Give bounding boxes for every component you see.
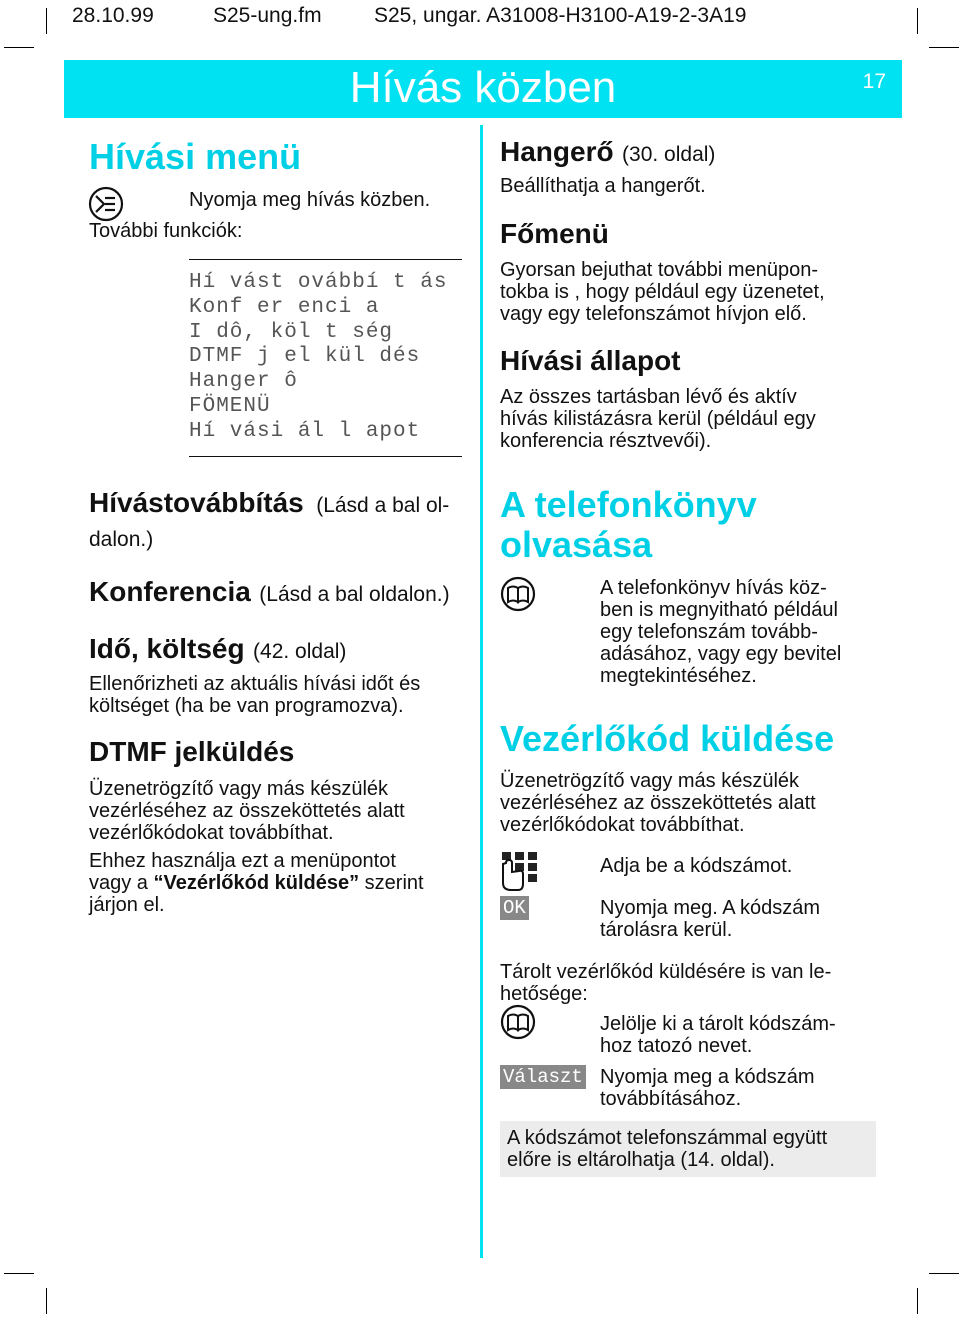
text-line: előre is eltárolhatja (14. oldal). [507,1149,775,1171]
phonebook-icon [500,576,536,612]
header-doc-id: S25, ungar. A31008-H3100-A19-2-3A19 [374,4,747,27]
forwarding-heading: Hívástovábbítás [89,487,304,518]
step-select-name [600,1013,836,1057]
dtmf-heading: DTMF jelküldés [89,736,295,767]
text-line [89,872,424,894]
crop-mark [46,1288,47,1314]
main-menu-body [500,259,825,325]
forwarding-ref: (Lásd a bal ol- [316,494,450,517]
text-line: hívás kilistázásra kerül (például egy [500,408,816,430]
conference-heading: Konferencia [89,576,251,607]
text-line: tárolásra kerül. [600,919,733,941]
column-divider [480,125,483,1258]
header-file: S25-ung.fm [213,4,322,27]
crop-mark [4,47,34,48]
tip-note-text [507,1127,827,1171]
heading-line: olvasása [500,524,653,565]
text-line: vezérléséhez az összeköttetés alatt [500,792,816,814]
menu-item-dtmf: DTMF j el kül dés [189,345,421,369]
text-line: járjon el. [89,894,165,916]
text-line: konferencia résztvevői). [500,430,712,452]
crop-mark [917,8,918,34]
text-line: A kódszámot telefonszámmal együtt [507,1127,828,1149]
text-line: Nyomja meg. A kódszám [600,897,821,919]
crop-mark [46,8,47,34]
menu-item-call-status: Hí vási ál l apot [189,419,421,443]
text-line: Nyomja meg a kódszám [600,1066,815,1088]
menu-item-main-menu: FÖMENÜ [189,394,271,418]
menu-item-volume: Hanger ô [189,370,298,394]
menu-item-time-cost: I dô, köl t ség [189,320,394,344]
call-status-heading: Hívási állapot [500,345,681,376]
text-line: adásához, vagy egy bevitel [600,643,842,665]
step-press-ok [600,897,820,941]
text-line: hoz tatozó nevet. [600,1035,753,1057]
text-line: Tárolt vezérlőkód küldésére is van le- [500,961,832,983]
text-line: vezérlőkódokat továbbíthat. [89,822,334,844]
text-line: hetősége: [500,983,588,1005]
control-code-heading: Vezérlőkód küldése [500,718,835,759]
header-date: 28.10.99 [72,4,154,27]
forwarding-ref-cont: dalon.) [89,528,154,551]
crop-mark [929,1273,959,1274]
phonebook-icon [500,1004,536,1040]
phonebook-heading [500,485,757,565]
chapter-banner [64,60,902,118]
text-line: Ellenőrizheti az aktuális hívási időt és [89,673,421,695]
text-line: Üzenetrögzítő vagy más készülék [500,770,800,792]
text-line: vezérlőkódokat továbbíthat. [500,814,745,836]
phonebook-body [600,577,841,687]
text-span: szerint [359,872,424,894]
dtmf-body-2 [89,850,424,916]
call-status-body [500,386,816,452]
text-line: vezérléséhez az összeköttetés alatt [89,800,405,822]
text-line: Jelölje ki a tárolt kódszám- [600,1013,836,1035]
main-menu-heading: Főmenü [500,218,609,249]
stored-code-intro [500,961,831,1005]
control-code-reference: “Vezérlőkód küldése” [153,872,360,894]
text-line: továbbításához. [600,1088,742,1110]
menu-item-conference: Konf er enci a [189,295,380,319]
text-line: Az összes tartásban lévő és aktív [500,386,797,408]
text-line: tokba is , hogy például egy üzenetet, [500,281,825,303]
conference-section [89,576,450,608]
conference-ref: (Lásd a bal oldalon.) [259,583,450,606]
select-key[interactable]: Választ [500,1065,586,1089]
crop-mark [929,47,959,48]
control-code-body [500,770,816,836]
menu-key-icon [88,186,124,222]
tip-note [500,1121,876,1177]
text-line: Gyorsan bejuthat további menüpon- [500,259,818,281]
menu-bottom-rule [189,456,462,457]
volume-heading: Hangerő [500,136,614,167]
text-span: vagy a [89,872,154,894]
volume-body: Beállíthatja a hangerőt. [500,175,706,197]
menu-item-forwarding: Hí vást ovábbí t ás [189,271,448,294]
page-number: 17 [862,70,886,93]
step-enter-code: Adja be a kódszámot. [600,855,793,877]
text-line: egy telefonszám tovább- [600,621,818,643]
text-line: vagy egy telefonszámot hívjon elő. [500,303,807,325]
crop-mark [4,1273,34,1274]
more-functions-label: További funkciók: [89,220,243,242]
time-cost-ref: (42. oldal) [253,640,347,663]
time-cost-heading: Idő, költség [89,633,245,664]
heading-line: A telefonkönyv [500,484,757,525]
text-line: megtekintéséhez. [600,665,757,687]
volume-section [500,136,715,168]
volume-ref: (30. oldal) [622,143,716,166]
keypad-icon [500,850,542,892]
text-line: A telefonkönyv hívás köz- [600,577,827,599]
forwarding-section [89,487,449,519]
text-line: költséget (ha be van programozva). [89,695,404,717]
text-line: Üzenetrögzítő vagy más készülék [89,778,389,800]
call-menu-heading: Hívási menü [89,136,302,177]
text-line: Ehhez használja ezt a menüpontot [89,850,396,872]
dtmf-body [89,778,405,844]
chapter-title: Hívás közben [349,63,617,112]
time-cost-body [89,673,420,717]
time-cost-section [89,633,346,665]
menu-top-rule [189,259,462,260]
step-send-code [600,1066,815,1110]
call-menu-instruction: Nyomja meg hívás közben. [189,189,431,211]
text-line: ben is megnyitható például [600,599,838,621]
ok-key[interactable]: OK [500,896,529,920]
crop-mark [917,1288,918,1314]
call-menu-list [189,271,447,445]
